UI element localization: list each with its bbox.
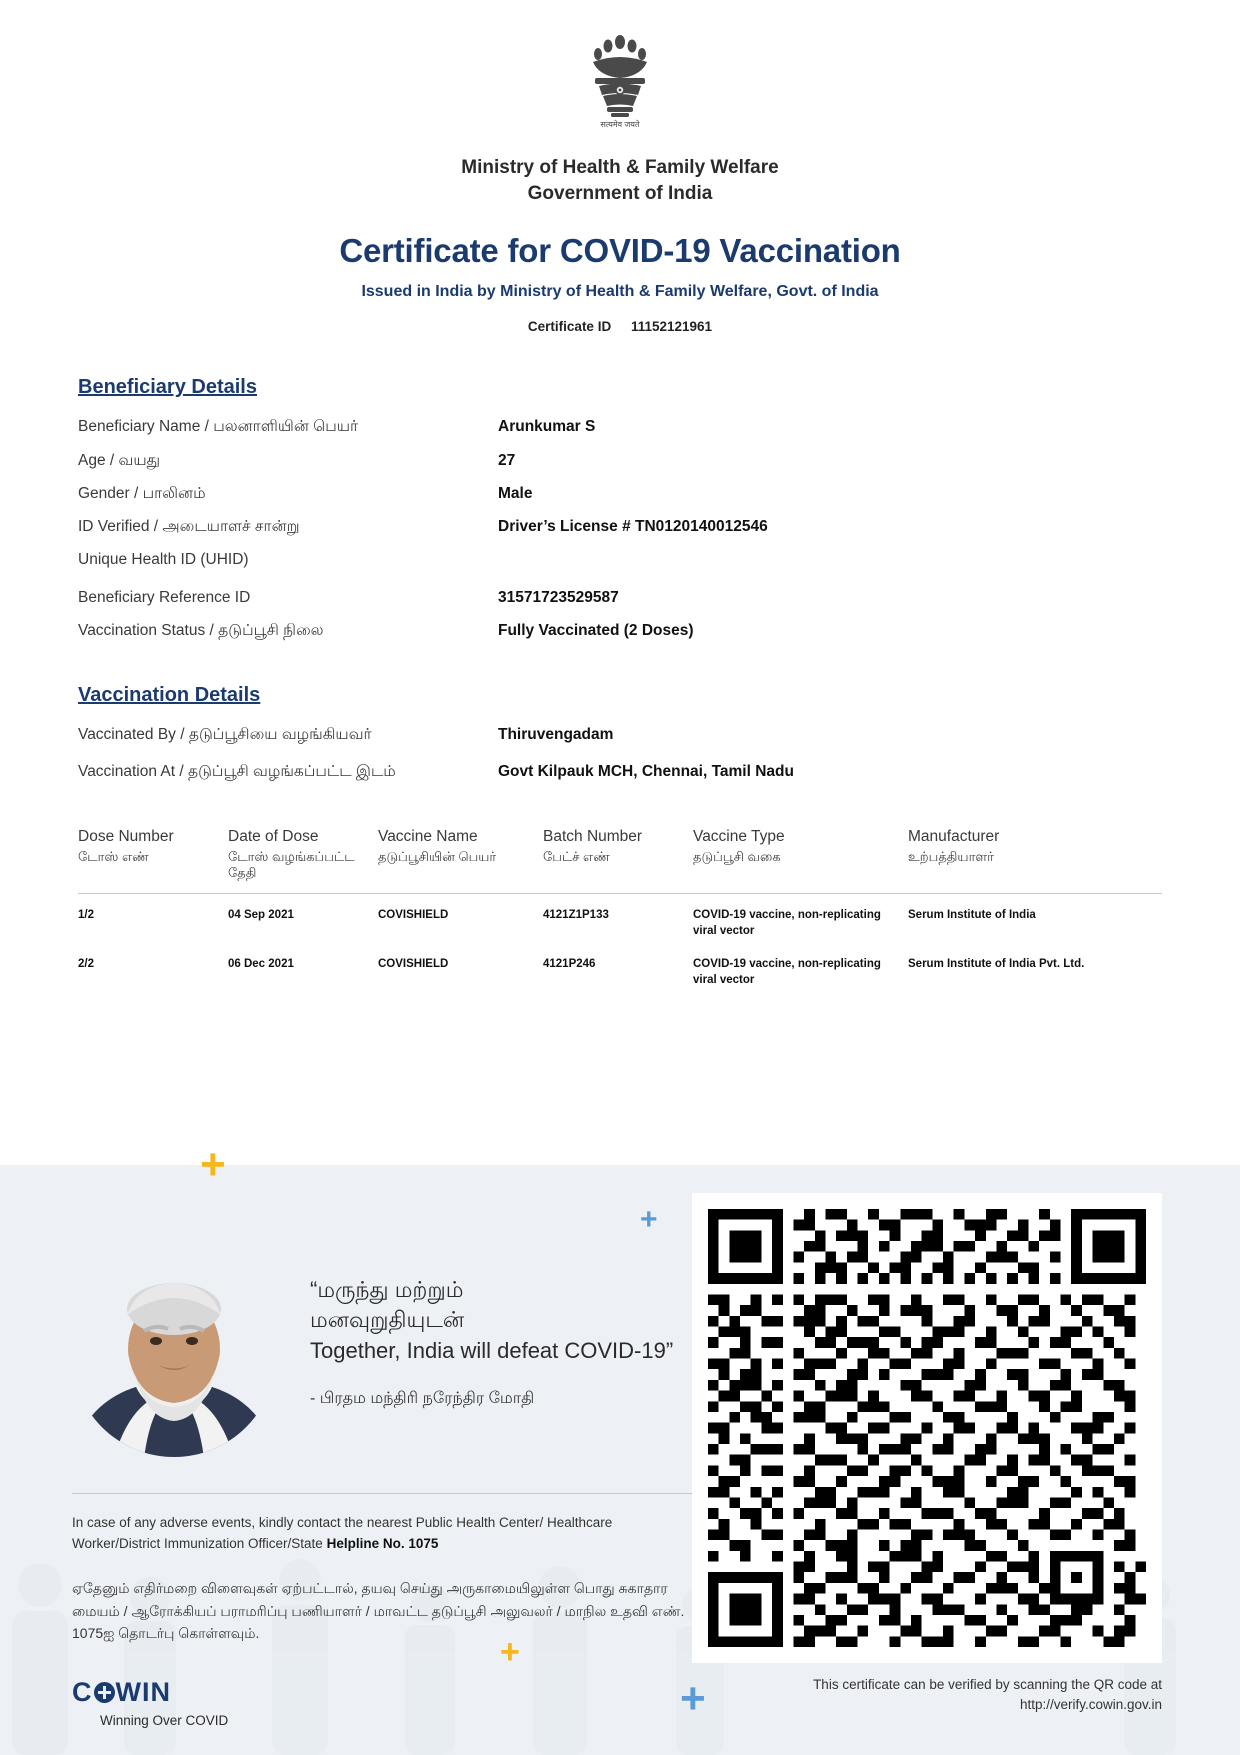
col-batch-number-en: Batch Number <box>543 827 643 845</box>
certificate-id-value: 11152121961 <box>630 319 713 335</box>
verify-note <box>692 1675 1162 1716</box>
detail-row <box>78 586 1162 609</box>
dose-batch-number: 4121Z1P133 <box>543 909 609 922</box>
detail-row <box>78 548 1162 571</box>
dose-batch-number: 4121P246 <box>543 958 596 971</box>
certificate-body <box>0 376 1240 992</box>
dose-table <box>78 828 1162 993</box>
col-vaccine-type-ta: தடுப்பூசி வகை <box>693 848 781 864</box>
detail-row <box>78 760 1162 783</box>
col-vaccine-type <box>693 828 908 894</box>
verify-line-1: This certificate can be verified by scanning the QR code at <box>813 1677 1162 1692</box>
national-emblem-icon <box>581 28 659 146</box>
vaccination-at-value: Govt Kilpauk MCH, Chennai, Tamil Nadu <box>498 763 794 781</box>
uhid-label: Unique Health ID (UHID) <box>78 551 249 569</box>
footer-panel <box>0 1140 1240 1755</box>
adverse-events-note-en <box>72 1513 672 1555</box>
col-vaccine-name-en: Vaccine Name <box>378 827 478 845</box>
adverse-events-note-ta: ஏதேனும் எதிர்மறை விளைவுகள் ஏற்பட்டால், தயவு செய்து அருகாமையிலுள்ள பொது சுகாதார மையம் / ஆரோக்கியப் பராமரிப்பு பணியாளர் / மாவட்ட தடுப்பூசி அலுவலர் / மாநில உதவி எண். 1075ஐ தொடர்பு கொள்ளவும். <box>72 1580 685 1642</box>
col-vaccine-type-en: Vaccine Type <box>693 827 785 845</box>
col-dose-number-en: Dose Number <box>78 827 174 845</box>
detail-row <box>78 723 1162 746</box>
dose-number: 1/2 <box>78 909 94 922</box>
qr-code[interactable] <box>708 1209 1146 1647</box>
page-subtitle: Issued in India by Ministry of Health & Family Welfare, Govt. of India <box>361 283 879 301</box>
table-header-row <box>78 828 1162 894</box>
page-title: Certificate for COVID-19 Vaccination <box>339 232 901 270</box>
col-batch-number <box>543 828 693 894</box>
detail-row <box>78 449 1162 472</box>
pm-quote <box>310 1275 700 1409</box>
detail-row <box>78 415 1162 438</box>
col-vaccine-name-ta: தடுப்பூசியின் பெயர் <box>378 848 497 864</box>
id-verified-label: ID Verified / அடையாளச் சான்று <box>78 518 300 536</box>
emblem-container <box>0 0 1240 151</box>
table-row <box>78 943 1162 992</box>
col-vaccine-name <box>378 828 543 894</box>
col-manufacturer-en: Manufacturer <box>908 827 1000 845</box>
cowin-tagline: Winning Over COVID <box>100 1713 229 1728</box>
detail-row <box>78 482 1162 505</box>
plus-decoration: + <box>500 1633 520 1671</box>
qr-code-container[interactable] <box>692 1193 1162 1663</box>
detail-row <box>78 619 1162 642</box>
verify-url[interactable]: http://verify.cowin.gov.in <box>1019 1697 1162 1713</box>
cowin-branding <box>72 1677 228 1728</box>
vaccination-section-title: Vaccination Details <box>78 684 261 707</box>
footer-divider <box>72 1493 712 1494</box>
vaccinated-by-label: Vaccinated By / தடுப்பூசியை வழங்கியவர் <box>78 726 372 744</box>
plus-decoration: + <box>640 1203 658 1236</box>
dose-vaccine-type: COVID-19 vaccine, non-replicating viral vector <box>693 909 881 937</box>
col-manufacturer-ta: உற்பத்தியாளர் <box>908 848 994 864</box>
gender-label: Gender / பாலினம் <box>78 484 206 502</box>
plus-decoration: + <box>200 1140 226 1189</box>
dose-manufacturer: Serum Institute of India Pvt. Ltd. <box>908 958 1085 971</box>
dose-date: 04 Sep 2021 <box>228 909 294 922</box>
col-date-of-dose <box>228 828 378 894</box>
quote-tamil-line-2: மனவுறுதியுடன் <box>310 1306 465 1332</box>
dose-manufacturer: Serum Institute of India <box>908 909 1036 922</box>
detail-row <box>78 515 1162 538</box>
col-dose-number-ta: டோஸ் எண் <box>78 848 149 864</box>
quote-tamil-line-1: “மருந்து மற்றும் <box>310 1277 464 1302</box>
quote-attribution: - பிரதம மந்திரி நரேந்திர மோதி <box>310 1390 535 1408</box>
svg-text:सत्यमेव जयते: सत्यमेव जयते <box>600 120 640 129</box>
col-dose-number <box>78 828 228 894</box>
quote-english: Together, India will defeat COVID-19” <box>310 1338 674 1364</box>
dose-vaccine-type: COVID-19 vaccine, non-replicating viral vector <box>693 958 881 986</box>
certificate-id-label: Certificate ID <box>527 319 612 335</box>
beneficiary-name-label: Beneficiary Name / பலனாளியின் பெயர் <box>78 418 359 436</box>
age-value: 27 <box>498 451 516 469</box>
helpline-number: Helpline No. 1075 <box>326 1535 439 1551</box>
beneficiary-reference-id-value: 31571723529587 <box>498 588 619 606</box>
beneficiary-reference-id-label: Beneficiary Reference ID <box>78 588 251 606</box>
dose-date: 06 Dec 2021 <box>228 958 294 971</box>
id-verified-value: Driver’s License # TN0120140012546 <box>498 518 768 536</box>
vaccination-at-label: Vaccination At / தடுப்பூசி வழங்கப்பட்ட இடம் <box>78 763 396 781</box>
col-date-of-dose-en: Date of Dose <box>228 827 319 845</box>
cowin-logo <box>72 1677 228 1708</box>
adverse-events-text: In case of any adverse events, kindly contact the nearest Public Health Center/ Healthcare Worker/District Immunization Officer/State <box>72 1515 613 1551</box>
cowin-shield-icon <box>94 1682 115 1703</box>
cowin-logo-text-end: WIN <box>115 1677 171 1707</box>
col-date-of-dose-ta: டோஸ் வழங்கப்பட்ட தேதி <box>228 848 355 880</box>
vaccination-status-value: Fully Vaccinated (2 Doses) <box>498 621 694 639</box>
gender-value: Male <box>498 484 533 502</box>
cowin-logo-text: C <box>72 1677 93 1707</box>
certificate-id <box>0 319 1240 334</box>
dose-vaccine-name: COVISHIELD <box>378 958 449 971</box>
vaccinated-by-value: Thiruvengadam <box>498 726 614 744</box>
col-batch-number-ta: பேட்ச் எண் <box>543 848 610 864</box>
ministry-heading <box>0 155 1240 206</box>
vaccination-status-label: Vaccination Status / தடுப்பூசி நிலை <box>78 621 324 639</box>
col-manufacturer <box>908 828 1162 894</box>
beneficiary-name-value: Arunkumar S <box>498 418 596 436</box>
dose-vaccine-name: COVISHIELD <box>378 909 449 922</box>
ministry-line-1: Ministry of Health & Family Welfare <box>461 157 779 178</box>
dose-number: 2/2 <box>78 958 94 971</box>
prime-minister-portrait <box>72 1253 277 1458</box>
beneficiary-section-title: Beneficiary Details <box>78 376 257 399</box>
table-row <box>78 894 1162 944</box>
age-label: Age / வயது <box>78 451 161 469</box>
ministry-line-2: Government of India <box>527 182 713 204</box>
plus-decoration: + <box>680 1674 706 1723</box>
